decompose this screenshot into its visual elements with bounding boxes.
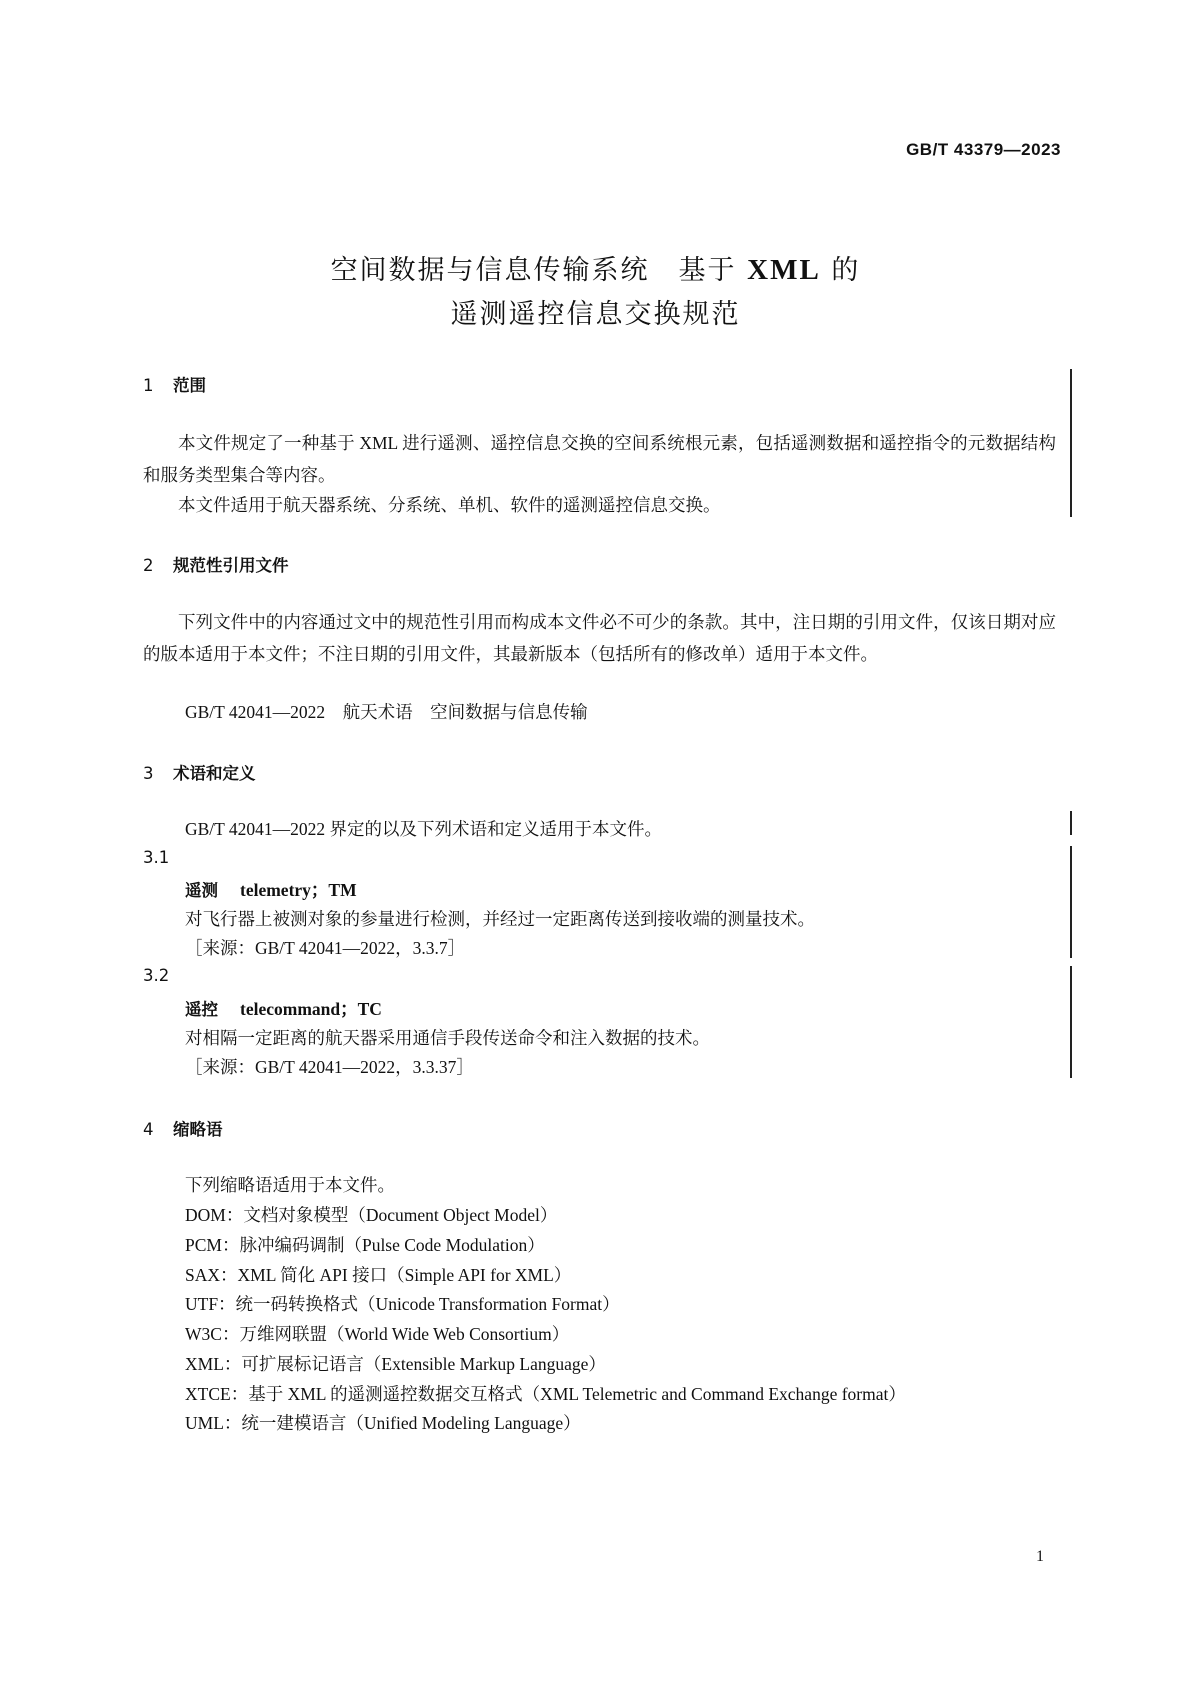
abbreviation-item: UML：统一建模语言（Unified Modeling Language）: [185, 1413, 581, 1433]
section-2-title: 规范性引用文件: [173, 556, 289, 575]
section-3-title: 术语和定义: [173, 764, 256, 783]
abbreviation-item: SAX：XML 简化 API 接口（Simple API for XML）: [185, 1265, 572, 1285]
term-definition: 对相隔一定距离的航天器采用通信手段传送命令和注入数据的技术。: [185, 1028, 710, 1048]
revision-bar: [1070, 846, 1072, 958]
abbreviation-item: XTCE：基于 XML 的遥测遥控数据交互格式（XML Telemetric and Command Exchange format）: [185, 1384, 906, 1404]
section-4-heading: [143, 1116, 223, 1140]
title-part-2: 的: [831, 255, 861, 286]
term-source: ［来源：GB/T 42041—2022，3.3.37］: [185, 1057, 474, 1077]
abbreviation-item: DOM：文档对象模型（Document Object Model）: [185, 1205, 558, 1225]
document-title-line-1: [0, 248, 1191, 287]
page-number: 1: [1036, 1548, 1044, 1565]
abbreviation-item: PCM：脉冲编码调制（Pulse Code Modulation）: [185, 1235, 545, 1255]
section-2-heading: [143, 552, 289, 576]
title-latin: XML: [747, 254, 821, 286]
section-1-paragraph-1: 本文件规定了一种基于 XML 进行遥测、遥控信息交换的空间系统根元素，包括遥测数据和遥控指令的元数据结构和服务类型集合等内容。: [143, 433, 1056, 485]
section-3-number: 3: [143, 764, 154, 783]
term-name: 遥测: [185, 881, 218, 900]
abbreviation-item: XML：可扩展标记语言（Extensible Markup Language）: [185, 1354, 606, 1374]
term-heading: [185, 996, 382, 1021]
section-1-paragraph-2: 本文件适用于航天器系统、分系统、单机、软件的遥测遥控信息交换。: [178, 495, 721, 515]
section-1-title: 范围: [173, 376, 206, 395]
section-1-number: 1: [143, 376, 154, 395]
document-title-line-2: 遥测遥控信息交换规范: [450, 299, 741, 330]
section-2-number: 2: [143, 556, 154, 575]
section-3-heading: [143, 760, 256, 784]
revision-bar: [1070, 966, 1072, 1078]
term-english: telemetry；TM: [240, 880, 357, 900]
standard-number: GB/T 43379—2023: [906, 140, 1061, 159]
section-3-intro: GB/T 42041—2022 界定的以及下列术语和定义适用于本文件。: [185, 819, 663, 839]
title-part-1: 空间数据与信息传输系统 基于: [330, 255, 737, 286]
section-1-heading: [143, 372, 206, 396]
term-definition: 对飞行器上被测对象的参量进行检测，并经过一定距离传送到接收端的测量技术。: [185, 909, 815, 929]
term-number: 3.1: [143, 848, 170, 867]
section-4-number: 4: [143, 1120, 154, 1139]
section-4-title: 缩略语: [173, 1120, 223, 1139]
term-name: 遥控: [185, 1000, 218, 1019]
term-heading: [185, 877, 357, 902]
abbreviation-item: UTF：统一码转换格式（Unicode Transformation Format）: [185, 1294, 620, 1314]
term-source: ［来源：GB/T 42041—2022，3.3.7］: [185, 938, 466, 958]
normative-reference-1: GB/T 42041—2022 航天术语 空间数据与信息传输: [185, 702, 588, 722]
abbreviation-item: W3C：万维网联盟（World Wide Web Consortium）: [185, 1324, 570, 1344]
revision-bar: [1070, 369, 1072, 517]
term-english: telecommand；TC: [240, 999, 382, 1019]
revision-bar: [1070, 811, 1072, 835]
section-4-intro: 下列缩略语适用于本文件。: [185, 1175, 395, 1195]
term-number: 3.2: [143, 966, 170, 985]
section-2-paragraph-1: 下列文件中的内容通过文中的规范性引用而构成本文件必不可少的条款。其中，注日期的引用文件，仅该日期对应的版本适用于本文件；不注日期的引用文件，其最新版本（包括所有的修改单）适用于本文件。: [143, 612, 1056, 664]
